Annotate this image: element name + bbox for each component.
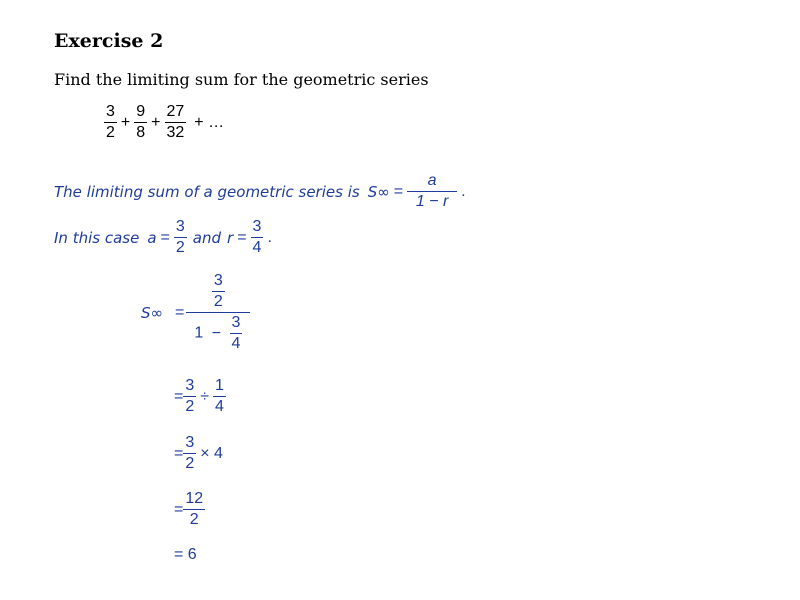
equals-sign: = (174, 387, 184, 405)
work-step-2: = $\frac{3}{2}$ ÷ $\frac{1}{4}$ (174, 377, 224, 415)
bottom-fraction: $\frac{3}{4}$ (231, 314, 241, 352)
solution-text-1: The limiting sum of a geometric series is (54, 182, 360, 201)
work-step-3: = $\frac{3}{2}$ × 4 (174, 434, 227, 473)
equals-sign: = (174, 500, 184, 518)
plus-sign: + (120, 113, 131, 131)
value-r: $\frac{3}{4}$ (252, 218, 262, 256)
series-term-2: $\frac{9}{8}$ (136, 103, 146, 141)
series-term-1: $\frac{3}{2}$ (106, 103, 115, 141)
equals-sign: = (393, 182, 404, 200)
multiply-term: × 4 (200, 444, 223, 462)
and-text: and (192, 228, 222, 247)
value-a: $\frac{3}{2}$ (175, 218, 185, 256)
variable-a: a (147, 228, 157, 247)
solution-line-formula (54, 172, 466, 211)
period: . (461, 182, 466, 200)
geometric-series (104, 103, 228, 142)
equals-sign: = (160, 228, 170, 246)
plus-sign: + (151, 113, 161, 131)
equals-sign: = (237, 228, 247, 246)
equals-sign: = (175, 303, 185, 321)
period: . (267, 228, 272, 246)
formula-fraction: $\frac{a}{1 - r}$ (407, 172, 457, 211)
solution-text-2: In this case (54, 228, 140, 247)
divide-sign: ÷ (200, 387, 210, 405)
formula-lhs: S∞ (367, 182, 390, 201)
complex-fraction: $\frac{3}{2}$ 1 − $\frac{3}{4}$ (186, 272, 250, 353)
work-lhs: S∞ (141, 303, 164, 322)
series-term-3: $\frac{27}{32}$ (166, 103, 185, 141)
top-fraction: $\frac{3}{2}$ (213, 272, 223, 310)
work-step-1 (141, 272, 250, 353)
exercise-title: Exercise 2 (54, 30, 164, 52)
work-step-5: = 6 (174, 546, 197, 563)
exercise-prompt: Find the limiting sum for the geometric series (54, 70, 429, 89)
equals-sign: = (174, 444, 184, 462)
work-step-4: = $\frac{12}{2}$ (174, 490, 204, 528)
variable-r: r (227, 228, 234, 247)
series-ellipsis: + … (194, 113, 225, 131)
solution-line-values (54, 218, 272, 257)
